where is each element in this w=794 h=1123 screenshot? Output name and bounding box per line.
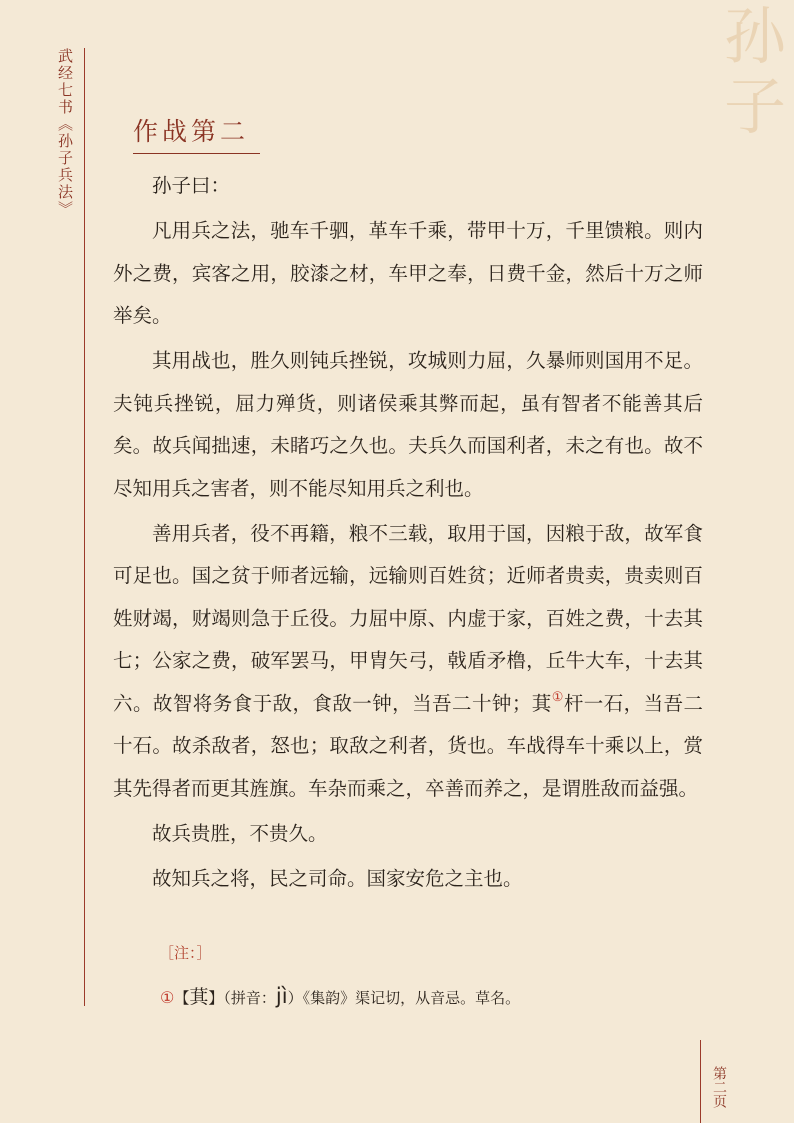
paragraph	[113, 513, 703, 811]
footer-rule	[700, 1040, 701, 1123]
paragraph: 故知兵之将，民之司命。国家安危之主也。	[152, 866, 523, 890]
paragraph: 其用战也，胜久则钝兵挫锐，攻城则力屈，久暴师则国用不足。夫钝兵挫锐，屈力殚货，则诸侯乘其弊而起，虽有智者不能善其后矣。故兵闻拙速，未睹巧之久也。夫兵久而国利者，未之有也。故不尽知用兵之害者，则不能尽知用兵之利也。	[113, 349, 703, 500]
text-run: 杆一石，当吾二十石。故杀敌者，怒也；取敌之利者，货也。车战得车十乘以上，赏其先得者而更其旌旗。车杂而乘之，卒善而养之，是谓胜敌而益强。	[113, 691, 703, 800]
watermark	[720, 2, 790, 142]
paragraph: 故兵贵胜，不贵久。	[152, 821, 328, 845]
pinyin: jì	[275, 984, 288, 1008]
footnote	[160, 982, 520, 1009]
note-text: ）《集韵》渠记切，从音忌。草名。	[287, 989, 521, 1007]
footnote-number: ①	[160, 988, 175, 1007]
paragraph: 凡用兵之法，驰车千驷，革车千乘，带甲十万，千里馈粮。则内外之费，宾客之用，胶漆之材，车甲之奉，日费千金，然后十万之师举矣。	[113, 219, 703, 327]
watermark-char: 孙	[723, 0, 786, 73]
page-number: 第二页	[711, 1066, 727, 1108]
chapter-title: 作战第二	[133, 112, 260, 154]
watermark-char: 子	[723, 70, 786, 143]
body-text	[113, 165, 703, 903]
notes-label: ［注：］	[159, 944, 212, 962]
book-title: 武经七书《孙子兵法》	[56, 48, 74, 218]
sidebar-rule	[84, 48, 85, 1006]
paragraph: 孙子曰：	[152, 174, 231, 197]
note-text: 】（拼音：	[208, 989, 276, 1007]
footnote-word: 萁	[189, 986, 209, 1008]
annotated-word: 萁	[531, 691, 552, 715]
text-run: 善用兵者，役不再籍，粮不三载，取用于国，因粮于敌，故军食可足也。国之贫于师者远输，远输则百姓贫；近师者贵卖，贵卖则百姓财竭，财竭则急于丘役。力屈中原、内虚于家，百姓之费，十去其七；公家之费，破军罢马，甲胄矢弓，戟盾矛橹，丘牛大车，十去其六。故智将务食于敌，食敌一钟，当吾二十钟；	[113, 521, 703, 715]
footnote-marker[interactable]: ①	[551, 689, 564, 705]
bracket: 【	[174, 989, 190, 1007]
